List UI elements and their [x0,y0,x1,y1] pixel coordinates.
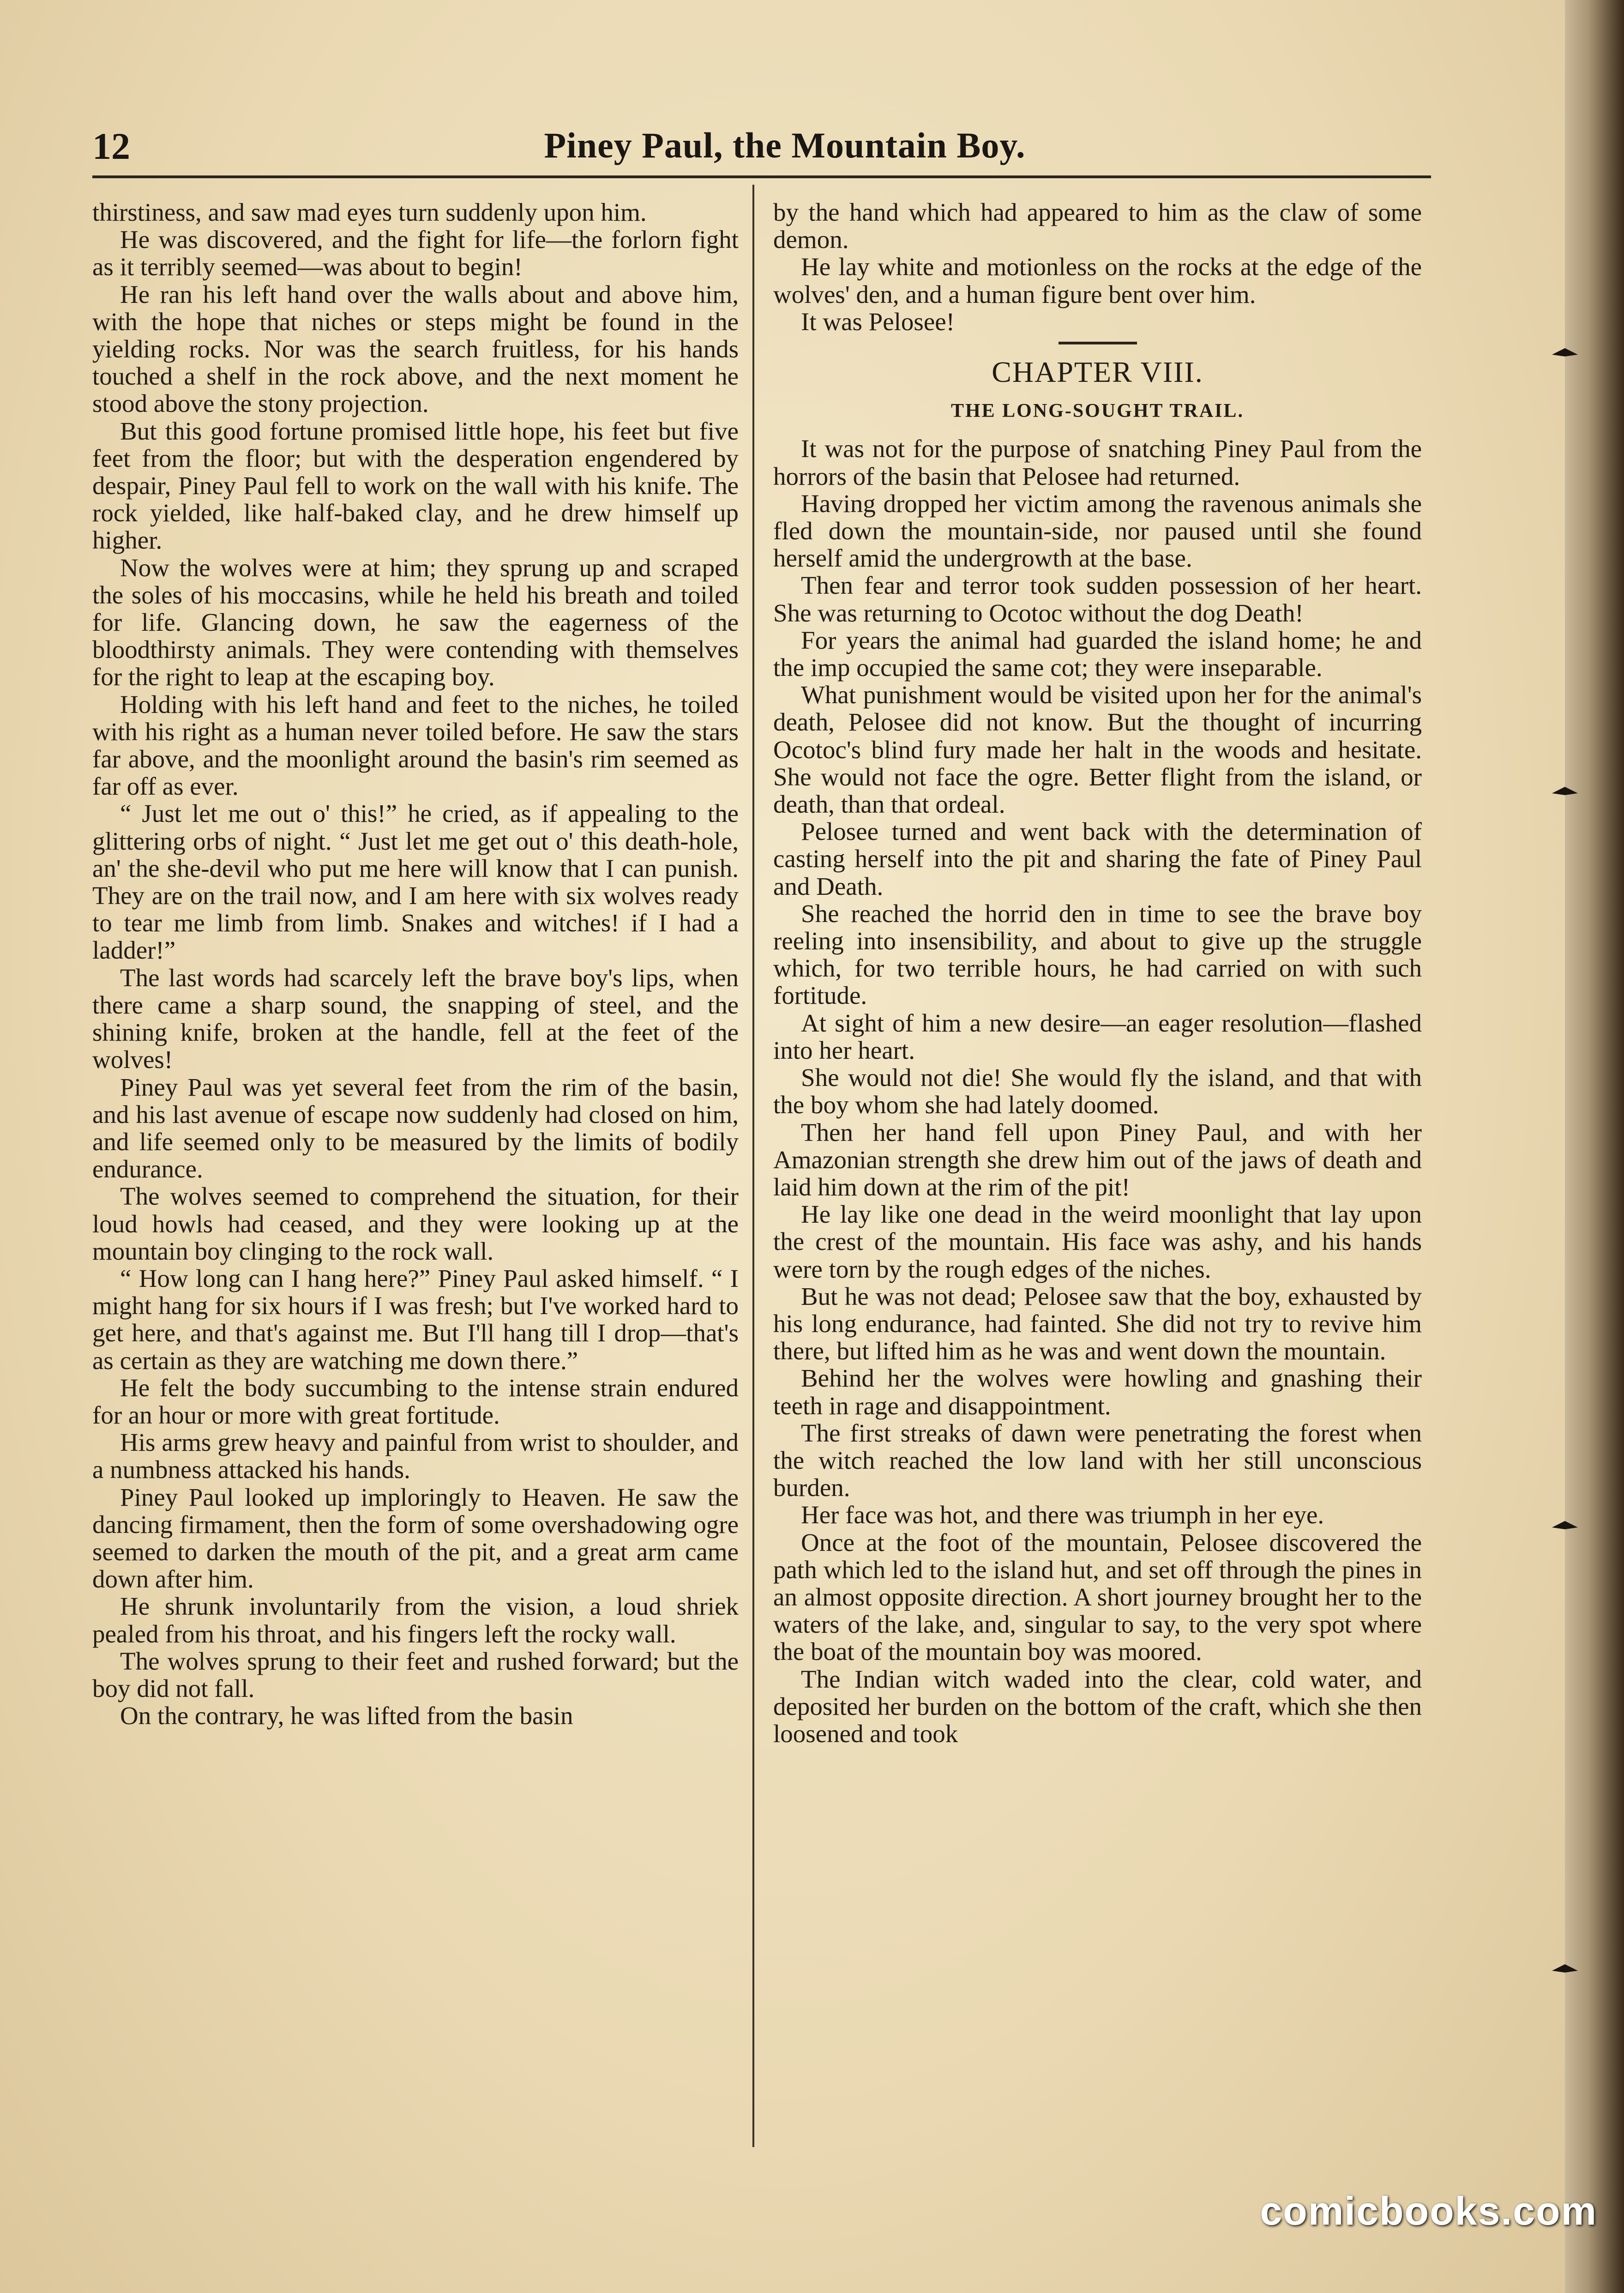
paragraph: The wolves seemed to comprehend the situation, for their loud howls had ceased, and they were looking up at the mountain boy clinging to the rock wall. [92,1182,739,1265]
chapter-subtitle: THE LONG-SOUGHT TRAIL. [950,400,1245,422]
paragraph: It was Pelosee! [801,307,955,336]
paragraph: She reached the horrid den in time to see the brave boy reeling into insensibility, and about to give up the struggle which, for two terrible hours, he had carried on with such fortitude. [773,899,1422,1010]
paragraph: Once at the foot of the mountain, Pelosee discovered the path which led to the island hut, and set off through the pines in an almost opposite direction. A short journey brought her to the waters of the lake, and, singular to say, to the very spot where the boat of the mountain boy was moored. [773,1528,1422,1666]
paragraph: Her face was hot, and there was triumph in her eye. [801,1501,1324,1529]
paragraph: The last words had scarcely left the brave boy's lips, when there came a sharp sound, the snapping of steel, and the shining knife, broken at the handle, fell at the feet of the wolves! [92,963,739,1074]
paragraph: His arms grew heavy and painful from wrist to shoulder, and a numbness attacked his hands. [92,1428,739,1484]
paragraph: Pelosee turned and went back with the determination of casting herself into the pit and sharing the fate of Piney Paul and Death. [773,817,1422,900]
paragraph: Then her hand fell upon Piney Paul, and with her Amazonian strength she drew him out of the jaws of death and laid him down at the rim of the pit! [773,1118,1422,1201]
header-rule [92,175,1431,178]
paragraph: thirstiness, and saw mad eyes turn suddenly upon him. [92,199,647,226]
left-column [92,199,739,2147]
paragraph: He was discovered, and the fight for life—the forlorn fight as it terribly seemed—was about to begin! [92,225,739,281]
paragraph: He lay like one dead in the weird moonlight that lay upon the crest of the mountain. His face was ashy, and his hands were torn by the rough edges of the niches. [773,1200,1422,1283]
page-number: 12 [92,125,130,167]
paragraph: Having dropped her victim among the ravenous animals she fled down the mountain-side, nor paused until she found herself amid the undergrowth at the base. [773,489,1422,573]
paragraph: He ran his left hand over the walls about and above him, with the hope that niches or steps might be found in the yielding rocks. Nor was the search fruitless, for his hands touched a shelf in the rock above, and the next moment he stood above the stony projection. [92,280,739,418]
paragraph: “ How long can I hang here?” Piney Paul asked himself. “ I might hang for six hours if I was fresh; but I've worked hard to get here, and that's against me. But I'll hang till I drop—that's as certain as they are watching me down there.” [92,1264,739,1375]
paragraph: He shrunk involuntarily from the vision, a loud shriek pealed from his throat, and his fingers left the rocky wall. [92,1592,739,1648]
watermark: comicbooks.com [1260,2189,1597,2233]
binding-staple-icon [1551,346,1579,358]
paragraph: At sight of him a new desire—an eager resolution—flashed into her heart. [773,1008,1422,1064]
paragraph: For years the animal had guarded the island home; he and the imp occupied the same cot; they were inseparable. [773,626,1422,682]
paragraph: The wolves sprung to their feet and rushed forward; but the boy did not fall. [92,1647,739,1702]
paragraph: It was not for the purpose of snatching Piney Paul from the horrors of the basin that Pelosee had returned. [773,434,1422,490]
paragraph: But this good fortune promised little hope, his feet but five feet from the floor; but with the desperation engendered by despair, Piney Paul fell to work on the wall with his knife. The rock yielded, like half-baked clay, and he drew himself up higher. [92,416,739,555]
paragraph: But he was not dead; Pelosee saw that the boy, exhausted by his long endurance, had fainted. She did not try to revive him there, but lifted him as he was and went down the mountain. [773,1282,1422,1365]
paragraph: Piney Paul looked up imploringly to Heaven. He saw the dancing firmament, then the form of some overshadowing ogre seemed to darken the mouth of the pit, and a great arm came down after him. [92,1483,739,1593]
paragraph: He lay white and motionless on the rocks at the edge of the wolves' den, and a human figure bent over him. [773,253,1422,308]
running-title: Piney Paul, the Mountain Boy. [544,125,1026,165]
column-divider [752,185,754,2147]
paragraph: Piney Paul was yet several feet from the rim of the basin, and his last avenue of escape now suddenly had closed on him, and life seemed only to be measured by the limits of bodily endurance. [92,1073,739,1183]
paragraph: Then fear and terror took sudden possession of her heart. She was returning to Ocotoc without the dog Death! [773,571,1422,627]
paragraph: Behind her the wolves were howling and gnashing their teeth in rage and disappointment. [773,1364,1422,1420]
paragraph: by the hand which had appeared to him as the claw of some demon. [773,199,1422,254]
paragraph: The Indian witch waded into the clear, cold water, and deposited her burden on the bottom of the craft, which she then loosened and took [773,1665,1422,1748]
paragraph: Now the wolves were at him; they sprung up and scraped the soles of his moccasins, while he held his breath and toiled for life. Glancing down, he saw the eagerness of the bloodthirsty animals. They were contending with themselves for the right to leap at the escaping boy. [92,553,739,691]
section-rule [1059,342,1137,344]
binding-staple-icon [1551,1962,1579,1974]
paragraph: The first streaks of dawn were penetrating the forest when the witch reached the low land with her still unconscious burden. [773,1418,1422,1502]
binding-staple-icon [1551,785,1579,797]
paragraph: On the contrary, he was lifted from the basin [120,1702,573,1730]
binding-staple-icon [1551,1519,1579,1531]
binding-spine [1565,0,1624,2293]
right-column [773,199,1422,2147]
chapter-title: CHAPTER VIII. [992,356,1203,389]
paragraph: Holding with his left hand and feet to the niches, he toiled with his right as a human never toiled before. He saw the stars far above, and the moonlight around the basin's rim seemed as far off as ever. [92,690,739,801]
paragraph: “ Just let me out o' this!” he cried, as if appealing to the glittering orbs of night. “ Just let me get out o' this death-hole, an' the she-devil who put me here will know that I can punish. They are on the trail now, and I am here with six wolves ready to tear me limb from limb. Snakes and witches! if I had a ladder!” [92,799,739,965]
paragraph: He felt the body succumbing to the intense strain endured for an hour or more with great fortitude. [92,1373,739,1429]
paragraph: She would not die! She would fly the island, and that with the boy whom she had lately doomed. [773,1063,1422,1119]
paragraph: What punishment would be visited upon her for the animal's death, Pelosee did not know. But the thought of incurring Ocotoc's blind fury made her halt in the woods and hesitate. She would not face the ogre. Better flight from the island, or death, than that ordeal. [773,681,1422,819]
page-header [92,125,1477,175]
